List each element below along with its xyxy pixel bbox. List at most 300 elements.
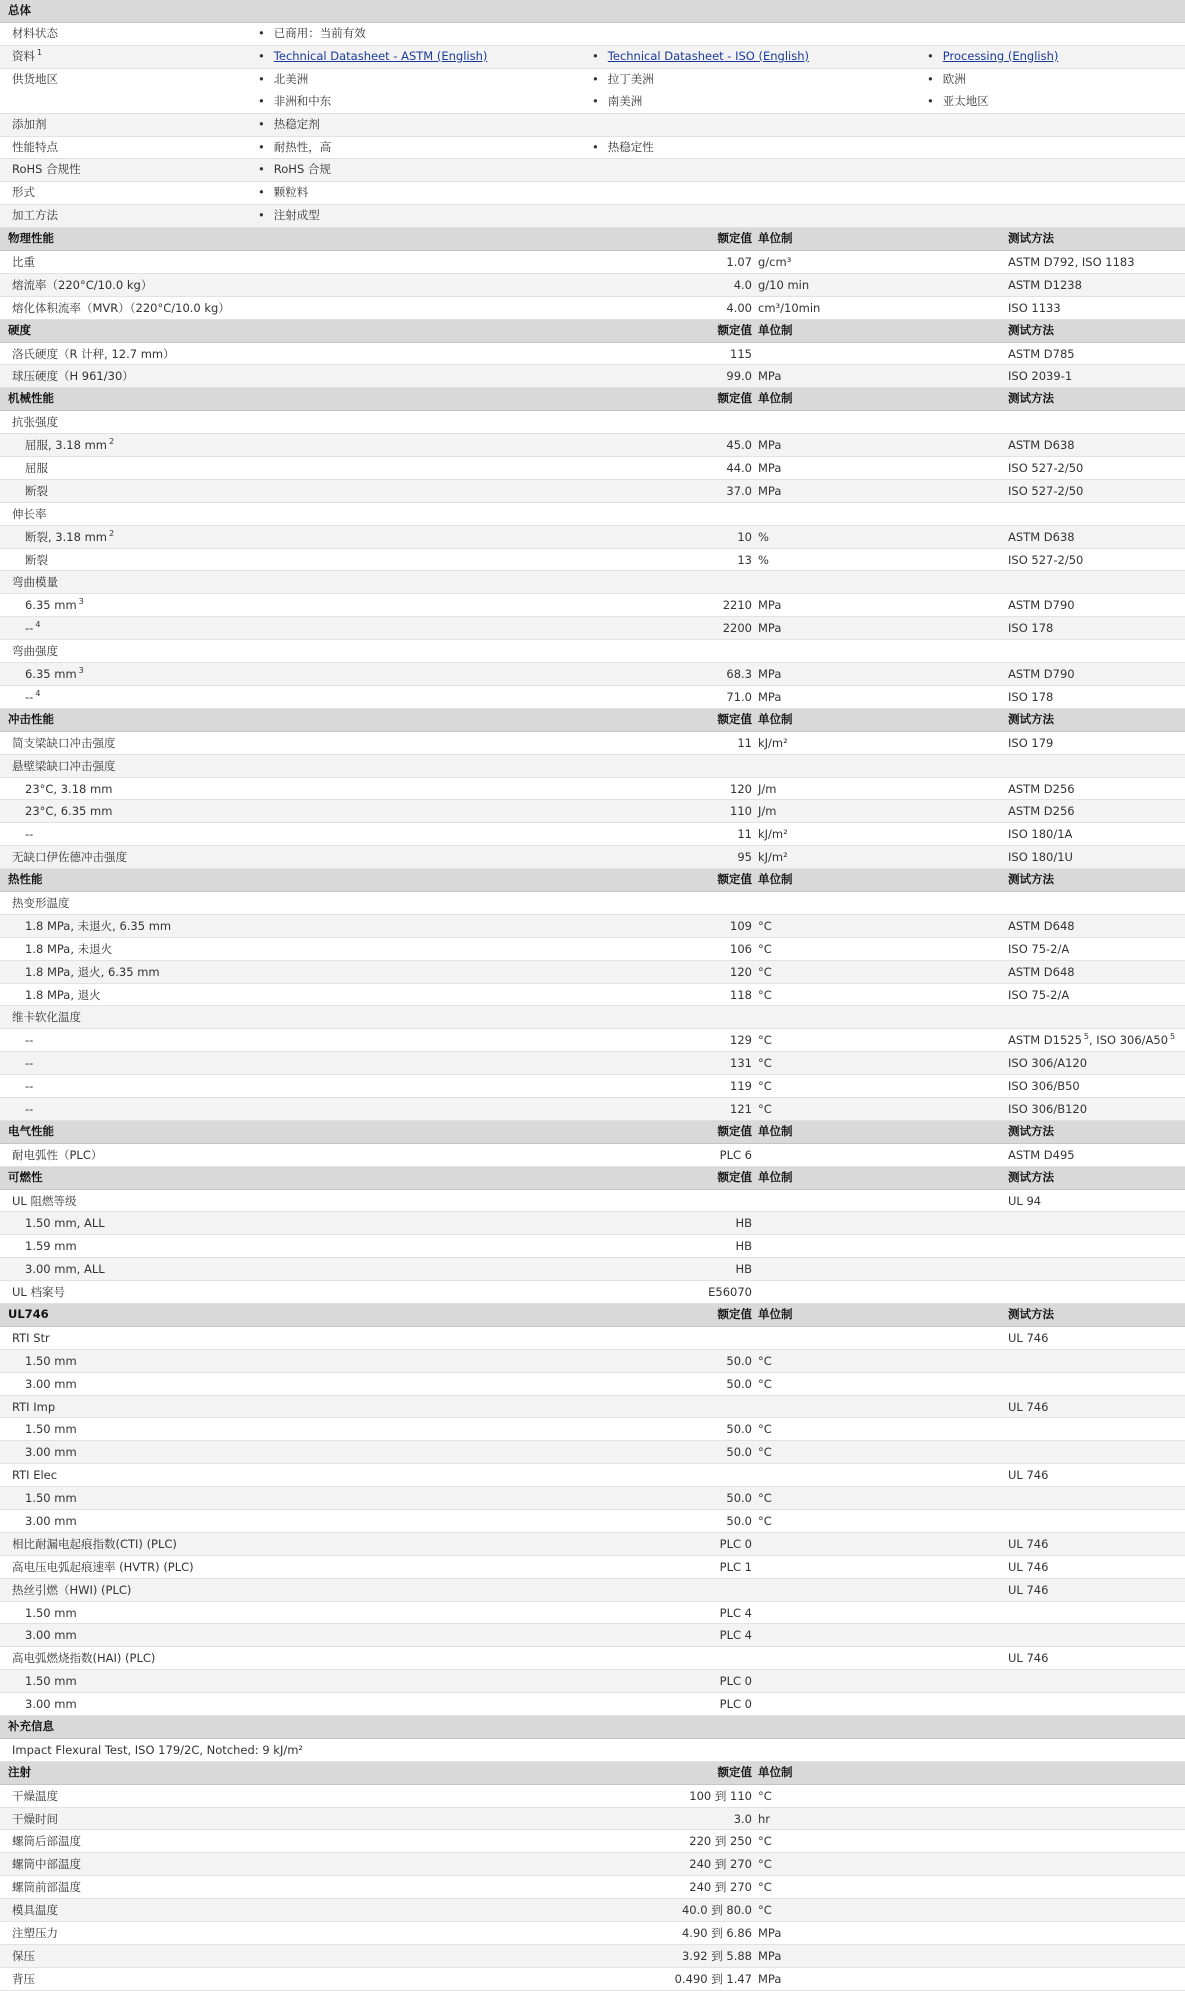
footnote-marker: 2 bbox=[108, 528, 115, 538]
property-name-text: 1.50 mm bbox=[25, 1491, 77, 1506]
test-method-text: ASTM D790 bbox=[1008, 598, 1075, 613]
general-value bbox=[592, 137, 654, 157]
nominal-value: 110 bbox=[730, 804, 752, 819]
unit-value: kJ/m² bbox=[758, 735, 788, 750]
general-value bbox=[927, 91, 989, 111]
test-method bbox=[1008, 343, 1075, 365]
property-row bbox=[0, 1510, 1185, 1533]
property-name-text: 1.50 mm, ALL bbox=[25, 1216, 105, 1231]
test-method-text: ISO 527-2/50 bbox=[1008, 483, 1084, 498]
property-name bbox=[12, 1396, 55, 1418]
nominal-value: 45.0 bbox=[726, 438, 752, 453]
test-method bbox=[1008, 594, 1075, 616]
nominal-value: 120 bbox=[730, 781, 752, 796]
nominal-value: 50.0 bbox=[726, 1353, 752, 1368]
property-name-text: 3.00 mm bbox=[25, 1697, 77, 1712]
property-name bbox=[12, 251, 35, 273]
section-title: 注射 bbox=[8, 1764, 31, 1779]
section-title: 可燃性 bbox=[8, 1169, 43, 1184]
property-name bbox=[12, 1808, 58, 1830]
column-header-nominal: 额定值 bbox=[717, 1169, 752, 1184]
test-method bbox=[1008, 846, 1073, 868]
unit-value: °C bbox=[758, 1101, 772, 1116]
property-name bbox=[12, 365, 134, 387]
property-name-text: 热丝引燃（HWI) (PLC) bbox=[12, 1582, 132, 1597]
property-name bbox=[12, 1739, 303, 1761]
nominal-value: 4.0 bbox=[733, 277, 752, 292]
section-title: 总体 bbox=[8, 3, 31, 17]
general-row bbox=[0, 46, 1185, 69]
property-name bbox=[12, 1968, 35, 1990]
nominal-value: 11 bbox=[737, 827, 752, 842]
general-value-text: 耐热性，高 bbox=[273, 139, 332, 154]
unit-value: °C bbox=[758, 1880, 772, 1895]
column-header-nominal: 额定值 bbox=[717, 322, 752, 337]
test-method bbox=[1008, 1327, 1048, 1349]
property-row bbox=[0, 938, 1185, 961]
footnote-marker: 4 bbox=[35, 620, 41, 630]
property-row bbox=[0, 411, 1185, 434]
unit-value: °C bbox=[758, 1445, 772, 1460]
property-name bbox=[12, 1190, 76, 1212]
test-method-text: ASTM D648 bbox=[1008, 964, 1075, 979]
property-name-text: 螺筒后部温度 bbox=[12, 1834, 81, 1849]
unit-value: hr bbox=[758, 1811, 771, 1826]
property-name-text: -- bbox=[25, 1101, 34, 1116]
general-value-text: 拉丁美洲 bbox=[607, 71, 654, 86]
unit-value: g/10 min bbox=[758, 277, 810, 292]
unit-value: °C bbox=[758, 964, 772, 979]
property-name-text: 洛氏硬度（R 计秤, 12.7 mm） bbox=[12, 346, 175, 361]
test-method-text: ASTM D1525 bbox=[1008, 1033, 1082, 1048]
property-row bbox=[0, 365, 1185, 388]
property-row bbox=[0, 1945, 1185, 1968]
document-link[interactable]: Technical Datasheet - ISO (English) bbox=[607, 48, 810, 63]
property-name bbox=[25, 1075, 33, 1097]
property-row bbox=[0, 778, 1185, 801]
property-name bbox=[12, 1945, 35, 1967]
column-header-nominal: 额定值 bbox=[717, 711, 752, 726]
property-name-text: Impact Flexural Test, ISO 179/2C, Notched: 9 kJ/m² bbox=[12, 1742, 304, 1757]
property-row bbox=[0, 1441, 1185, 1464]
unit-value: kJ/m² bbox=[758, 827, 788, 842]
nominal-value: HB bbox=[735, 1239, 752, 1254]
general-row-label bbox=[12, 205, 58, 225]
property-row bbox=[0, 1098, 1185, 1121]
column-header-nominal: 额定值 bbox=[717, 391, 752, 406]
column-header-method: 测试方法 bbox=[1008, 322, 1054, 337]
property-name bbox=[12, 274, 152, 296]
general-value bbox=[258, 69, 308, 89]
nominal-value: 68.3 bbox=[726, 667, 752, 682]
nominal-value: 109 bbox=[730, 918, 752, 933]
nominal-value: PLC 0 bbox=[719, 1536, 752, 1551]
general-row-label-text: 供货地区 bbox=[12, 71, 58, 86]
property-name-text: 高电压电弧起痕速率 (HVTR) (PLC) bbox=[12, 1559, 194, 1574]
property-row bbox=[0, 434, 1185, 457]
test-method bbox=[1008, 984, 1069, 1006]
section-title: 电气性能 bbox=[8, 1123, 54, 1138]
property-row bbox=[0, 1670, 1185, 1693]
column-header-nominal: 额定值 bbox=[717, 231, 752, 246]
test-method-text: ISO 180/1U bbox=[1008, 850, 1073, 865]
general-row-label-text: 材料状态 bbox=[12, 25, 58, 40]
test-method-text: UL 746 bbox=[1008, 1582, 1049, 1597]
property-name-text: 1.50 mm bbox=[25, 1605, 77, 1620]
test-method bbox=[1008, 915, 1075, 937]
general-value-text: 注射成型 bbox=[273, 208, 320, 223]
general-value bbox=[258, 91, 331, 111]
document-link[interactable]: Processing (English) bbox=[942, 48, 1059, 63]
section-header bbox=[0, 709, 1185, 732]
property-name-text: 1.8 MPa, 未退火 bbox=[25, 941, 113, 956]
nominal-value: 95 bbox=[737, 850, 752, 865]
general-row bbox=[0, 205, 1185, 228]
column-header-nominal: 额定值 bbox=[717, 872, 752, 887]
footnote-marker: 1 bbox=[37, 47, 43, 57]
column-header-nominal: 额定值 bbox=[717, 1764, 752, 1779]
test-method-text: ISO 2039-1 bbox=[1008, 369, 1073, 384]
column-header-unit: 单位制 bbox=[758, 1764, 793, 1779]
column-header-method: 测试方法 bbox=[1008, 711, 1054, 726]
property-name-text: 抗张强度 bbox=[12, 415, 58, 430]
section-title: 冲击性能 bbox=[8, 711, 54, 726]
nominal-value: 106 bbox=[730, 941, 752, 956]
section-header bbox=[0, 1121, 1185, 1144]
test-method bbox=[1008, 549, 1083, 571]
unit-value: °C bbox=[758, 1422, 772, 1437]
property-row bbox=[0, 457, 1185, 480]
property-name-text: 维卡软化温度 bbox=[12, 1010, 81, 1025]
property-name-text: 无缺口伊佐德冲击强度 bbox=[12, 850, 127, 865]
test-method bbox=[1008, 274, 1082, 296]
property-row bbox=[0, 1281, 1185, 1304]
nominal-value: 10 bbox=[737, 529, 752, 544]
property-name bbox=[25, 1373, 77, 1395]
column-header-method: 测试方法 bbox=[1008, 872, 1054, 887]
nominal-value: 2200 bbox=[722, 621, 752, 636]
property-row bbox=[0, 1373, 1185, 1396]
unit-value: °C bbox=[758, 1514, 772, 1528]
property-row bbox=[0, 1144, 1185, 1167]
test-method-text: ISO 527-2/50 bbox=[1008, 552, 1084, 567]
test-method bbox=[1008, 1647, 1048, 1669]
general-value-text: 亚太地区 bbox=[942, 93, 989, 108]
nominal-value: E56070 bbox=[708, 1285, 752, 1300]
property-name-text: 3.00 mm bbox=[25, 1445, 77, 1460]
property-row bbox=[0, 1350, 1185, 1373]
property-name-text: 断裂, 3.18 mm bbox=[25, 529, 107, 544]
property-row bbox=[0, 251, 1185, 274]
test-method bbox=[1008, 778, 1075, 800]
nominal-value: 2210 bbox=[722, 598, 752, 613]
test-method-text: ISO 306/B120 bbox=[1008, 1101, 1088, 1116]
test-method bbox=[1008, 1075, 1080, 1097]
test-method bbox=[1008, 800, 1075, 822]
property-row bbox=[0, 480, 1185, 503]
general-row bbox=[0, 114, 1185, 137]
test-method-text: ISO 178 bbox=[1008, 689, 1054, 704]
test-method-text: UL 746 bbox=[1008, 1468, 1049, 1483]
unit-value: °C bbox=[758, 1903, 772, 1918]
general-value bbox=[927, 69, 966, 89]
general-row bbox=[0, 137, 1185, 160]
property-name bbox=[25, 938, 112, 960]
property-name-text: 屈服, 3.18 mm bbox=[25, 438, 107, 453]
property-name bbox=[25, 1029, 33, 1051]
unit-value: °C bbox=[758, 1788, 772, 1803]
property-name-text: 耐电弧性（PLC） bbox=[12, 1147, 103, 1162]
property-name-text: 悬壁梁缺口冲击强度 bbox=[12, 758, 116, 773]
property-name-text: 模具温度 bbox=[12, 1903, 58, 1918]
unit-value: °C bbox=[758, 1491, 772, 1506]
column-header-unit: 单位制 bbox=[758, 1306, 793, 1321]
property-name-text: 1.50 mm bbox=[25, 1422, 77, 1437]
property-row bbox=[0, 892, 1185, 915]
unit-value: MPa bbox=[758, 483, 782, 498]
property-name bbox=[25, 1602, 77, 1624]
section-title: UL746 bbox=[8, 1306, 49, 1321]
footnote-marker: 5 bbox=[1170, 1032, 1176, 1042]
nominal-value: HB bbox=[735, 1262, 752, 1277]
general-value bbox=[258, 182, 308, 202]
general-value-text: 北美洲 bbox=[273, 71, 309, 86]
property-name-text: 断裂 bbox=[25, 483, 48, 498]
column-header-unit: 单位制 bbox=[758, 711, 793, 726]
property-name-text: -- bbox=[25, 1056, 34, 1071]
property-row bbox=[0, 503, 1185, 526]
test-method bbox=[1008, 1029, 1175, 1051]
property-name-text: RTI Imp bbox=[12, 1399, 56, 1414]
nominal-value: 240 到 270 bbox=[689, 1880, 752, 1895]
property-name bbox=[12, 732, 116, 754]
property-name-text: 简支梁缺口冲击强度 bbox=[12, 735, 116, 750]
test-method-text: ISO 75-2/A bbox=[1008, 987, 1070, 1002]
property-name-text: 23°C, 3.18 mm bbox=[25, 781, 113, 796]
test-method-text: ASTM D256 bbox=[1008, 804, 1075, 819]
unit-value: °C bbox=[758, 918, 772, 933]
general-row-label bbox=[12, 159, 81, 179]
nominal-value: HB bbox=[735, 1216, 752, 1231]
general-value bbox=[258, 205, 320, 225]
property-name bbox=[25, 1624, 77, 1646]
property-name bbox=[12, 1876, 81, 1898]
section-title: 物理性能 bbox=[8, 231, 54, 246]
property-name-text: 1.50 mm bbox=[25, 1353, 77, 1368]
property-name bbox=[12, 1899, 58, 1921]
property-name-text: -- bbox=[25, 827, 34, 842]
property-row bbox=[0, 1602, 1185, 1625]
property-row bbox=[0, 526, 1185, 549]
property-name bbox=[25, 915, 171, 937]
property-name bbox=[12, 1144, 102, 1166]
property-row bbox=[0, 1533, 1185, 1556]
property-name bbox=[25, 1212, 105, 1234]
nominal-value: 3.92 到 5.88 bbox=[681, 1948, 752, 1963]
general-row-label-text: 加工方法 bbox=[12, 208, 58, 223]
nominal-value: 50.0 bbox=[726, 1445, 752, 1460]
test-method-text: ASTM D638 bbox=[1008, 529, 1075, 544]
property-name-text: 伸长率 bbox=[12, 506, 47, 521]
nominal-value: 1.07 bbox=[726, 255, 752, 270]
property-name bbox=[25, 1418, 77, 1440]
test-method bbox=[1008, 617, 1053, 639]
section-header bbox=[0, 228, 1185, 251]
document-link[interactable]: Technical Datasheet - ASTM (English) bbox=[273, 48, 488, 63]
column-header-nominal: 额定值 bbox=[717, 1123, 752, 1138]
footnote-marker: 3 bbox=[78, 666, 84, 676]
general-value-text: 欧洲 bbox=[942, 71, 966, 86]
property-name bbox=[25, 800, 112, 822]
property-name-text: 熔流率（220°C/10.0 kg） bbox=[12, 277, 153, 292]
property-row bbox=[0, 1029, 1185, 1052]
property-row bbox=[0, 343, 1185, 366]
property-name-text: 6.35 mm bbox=[25, 598, 77, 613]
test-method bbox=[1008, 938, 1069, 960]
test-method bbox=[1008, 480, 1083, 502]
property-name bbox=[12, 571, 58, 593]
general-row-label-text: 形式 bbox=[12, 185, 35, 200]
property-name bbox=[25, 1235, 77, 1257]
property-row bbox=[0, 846, 1185, 869]
general-value-text: 南美洲 bbox=[607, 93, 643, 108]
unit-value: kJ/m² bbox=[758, 850, 788, 865]
unit-value: °C bbox=[758, 1079, 772, 1094]
property-row bbox=[0, 571, 1185, 594]
property-name bbox=[25, 778, 112, 800]
test-method-text: ISO 75-2/A bbox=[1008, 941, 1070, 956]
nominal-value: PLC 0 bbox=[719, 1674, 752, 1689]
property-row bbox=[0, 1075, 1185, 1098]
column-header-method: 测试方法 bbox=[1008, 1306, 1054, 1321]
test-method-text: UL 94 bbox=[1008, 1193, 1042, 1208]
footnote-marker: 3 bbox=[78, 597, 84, 607]
unit-value: % bbox=[758, 552, 769, 567]
property-row bbox=[0, 732, 1185, 755]
property-name bbox=[25, 434, 114, 456]
test-method bbox=[1008, 961, 1075, 983]
unit-value: % bbox=[758, 529, 769, 544]
test-method bbox=[1008, 457, 1083, 479]
nominal-value: 71.0 bbox=[726, 689, 752, 704]
property-row bbox=[0, 1556, 1185, 1579]
property-name-text: UL 档案号 bbox=[12, 1285, 65, 1300]
test-method bbox=[1008, 365, 1072, 387]
general-row bbox=[0, 159, 1185, 182]
test-method-text: ISO 527-2/50 bbox=[1008, 461, 1084, 476]
property-name bbox=[12, 1464, 57, 1486]
footnote-marker: 5 bbox=[1083, 1032, 1089, 1042]
property-name-text: 断裂 bbox=[25, 552, 48, 567]
unit-value: °C bbox=[758, 1056, 772, 1071]
property-row bbox=[0, 1693, 1185, 1716]
test-method-text: ASTM D638 bbox=[1008, 438, 1075, 453]
nominal-value: 13 bbox=[737, 552, 752, 567]
property-row bbox=[0, 640, 1185, 663]
footnote-marker: 2 bbox=[108, 437, 115, 447]
property-name bbox=[12, 755, 116, 777]
test-method bbox=[1008, 1190, 1041, 1212]
general-value bbox=[258, 159, 331, 179]
property-name bbox=[25, 663, 84, 685]
column-header-unit: 单位制 bbox=[758, 322, 793, 337]
general-value-text: 非洲和中东 bbox=[273, 93, 332, 108]
general-row-label-text: 资料 bbox=[12, 48, 35, 63]
property-name-text: 3.00 mm, ALL bbox=[25, 1262, 105, 1277]
property-name-text: 干燥温度 bbox=[12, 1788, 58, 1803]
property-name bbox=[12, 1830, 81, 1852]
column-header-unit: 单位制 bbox=[758, 1123, 793, 1138]
general-value-text: 热稳定性 bbox=[607, 139, 654, 154]
nominal-value: 3.0 bbox=[733, 1811, 752, 1826]
property-name-text: 1.59 mm bbox=[25, 1239, 77, 1254]
property-name-text: 1.8 MPa, 退火, 6.35 mm bbox=[25, 964, 160, 979]
property-name-text: 3.00 mm bbox=[25, 1628, 77, 1643]
property-name bbox=[12, 892, 70, 914]
property-name bbox=[25, 823, 33, 845]
unit-value: cm³/10min bbox=[758, 300, 821, 315]
property-name bbox=[25, 1510, 77, 1532]
nominal-value: 0.490 到 1.47 bbox=[674, 1971, 752, 1986]
nominal-value: 40.0 到 80.0 bbox=[681, 1903, 752, 1918]
nominal-value: 50.0 bbox=[726, 1422, 752, 1437]
nominal-value: 4.90 到 6.86 bbox=[681, 1926, 752, 1941]
test-method-text: ASTM D792, ISO 1183 bbox=[1008, 255, 1135, 270]
test-method bbox=[1008, 1396, 1048, 1418]
unit-value: J/m bbox=[758, 804, 777, 819]
column-header-method: 测试方法 bbox=[1008, 1123, 1054, 1138]
property-row bbox=[0, 1190, 1185, 1213]
general-row bbox=[0, 23, 1185, 46]
property-row bbox=[0, 915, 1185, 938]
property-name-text: 干燥时间 bbox=[12, 1811, 58, 1826]
property-name-text: 1.8 MPa, 退火 bbox=[25, 987, 101, 1002]
property-row bbox=[0, 1624, 1185, 1647]
property-name-text: 弯曲强度 bbox=[12, 644, 58, 659]
unit-value: MPa bbox=[758, 621, 782, 636]
property-name bbox=[12, 1785, 58, 1807]
general-value bbox=[258, 114, 320, 134]
test-method-text: ASTM D495 bbox=[1008, 1147, 1075, 1162]
general-row-label-text: 添加剂 bbox=[12, 116, 47, 131]
test-method-text: ISO 178 bbox=[1008, 621, 1054, 636]
test-method bbox=[1008, 434, 1075, 456]
property-row bbox=[0, 1418, 1185, 1441]
test-method-text: UL 746 bbox=[1008, 1399, 1049, 1414]
property-name bbox=[25, 1052, 33, 1074]
general-row-label-text: 性能特点 bbox=[12, 139, 58, 154]
property-name bbox=[12, 1533, 177, 1555]
property-name bbox=[12, 1281, 65, 1303]
property-row bbox=[0, 1830, 1185, 1853]
unit-value: °C bbox=[758, 1353, 772, 1368]
general-value bbox=[592, 69, 654, 89]
property-row bbox=[0, 1464, 1185, 1487]
test-method-text: UL 746 bbox=[1008, 1559, 1049, 1574]
test-method bbox=[1008, 823, 1072, 845]
general-row bbox=[0, 182, 1185, 205]
property-name-text: 热变形温度 bbox=[12, 895, 70, 910]
column-header-unit: 单位制 bbox=[758, 1169, 793, 1184]
property-name-text: 背压 bbox=[12, 1971, 35, 1986]
property-name-text: 球压硬度（H 961/30） bbox=[12, 369, 134, 384]
unit-value: MPa bbox=[758, 1948, 782, 1963]
property-name bbox=[25, 526, 114, 548]
column-header-method: 测试方法 bbox=[1008, 1169, 1054, 1184]
general-row-label bbox=[12, 46, 42, 66]
test-method bbox=[1008, 686, 1053, 708]
property-name bbox=[25, 686, 40, 708]
